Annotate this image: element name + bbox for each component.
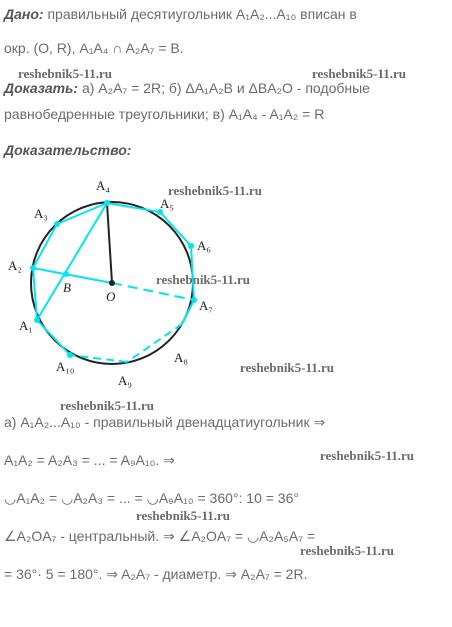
label-a4: A₄	[96, 178, 110, 193]
label-a2: A₂	[8, 258, 22, 273]
prove-line-2: равнобедренные треугольники; в) A₁A₄ - A₁A₂ = R	[4, 106, 325, 122]
label-a9: A₉	[118, 373, 132, 388]
proof-line-5: = 36°· 5 = 180°. ⇒ A₂A₇ - диаметр. ⇒ A₂A₇ = 2R.	[4, 566, 308, 582]
label-a10: A₁₀	[56, 359, 75, 374]
watermark: reshebnik5-11.ru	[300, 543, 395, 558]
watermark: reshebnik5-11.ru	[18, 66, 113, 81]
label-a1: A₁	[19, 318, 33, 333]
proof-line-2: A₁A₂ = A₂A₃ = ... = A₉A₁₀. ⇒	[4, 452, 175, 468]
prove-text: а) A₂A₇ = 2R; б) ΔA₁A₂B и ΔBA₂O - подобные	[78, 80, 370, 96]
given-text: правильный десятиугольник A₁A₂...A₁₀ вписан в	[43, 6, 357, 22]
given-label: Дано:	[4, 6, 44, 22]
label-a7: A₇	[199, 298, 213, 313]
proof-line-1: а) A₁A₂...A₁₀ - правильный двенадцатиугольник ⇒	[4, 414, 326, 430]
label-a6: A₆	[197, 238, 211, 253]
given-line	[4, 6, 357, 22]
proof-line-4: ∠A₂OA₇ - центральный. ⇒ ∠A₂OA₇ = ◡A₂A₅A₇ =	[4, 528, 316, 544]
watermark: reshebnik5-11.ru	[320, 448, 415, 463]
watermark: reshebnik5-11.ru	[312, 66, 407, 81]
side-a10-a1	[37, 320, 70, 355]
diameter-a2-a7	[33, 268, 112, 283]
label-b: B	[63, 280, 71, 295]
diameter-a2-a7-dashed	[112, 283, 194, 300]
decagon-figure	[0, 170, 240, 400]
label-a5: A₅	[160, 196, 174, 211]
watermark: reshebnik5-11.ru	[156, 272, 251, 287]
center-point	[109, 280, 115, 286]
label-a3: A₃	[34, 206, 48, 221]
watermark: reshebnik5-11.ru	[136, 508, 231, 523]
label-o: O	[106, 289, 116, 304]
proof-line-3: ◡A₁A₂ = ◡A₂A₃ = ... = ◡A₉A₁₀ = 360°: 10 = 36°	[4, 490, 299, 506]
proof-label: Доказательство:	[4, 142, 132, 158]
watermark: reshebnik5-11.ru	[240, 360, 335, 375]
watermark: reshebnik5-11.ru	[168, 183, 263, 198]
prove-label: Доказать:	[4, 80, 79, 96]
watermark: reshebnik5-11.ru	[60, 398, 155, 413]
label-a8: A₈	[174, 350, 188, 365]
prove-line	[4, 80, 370, 96]
radius-o-a4	[107, 203, 112, 283]
given-line-2: окр. (O, R), A₁A₄ ∩ A₂A₇ = B.	[4, 40, 184, 56]
